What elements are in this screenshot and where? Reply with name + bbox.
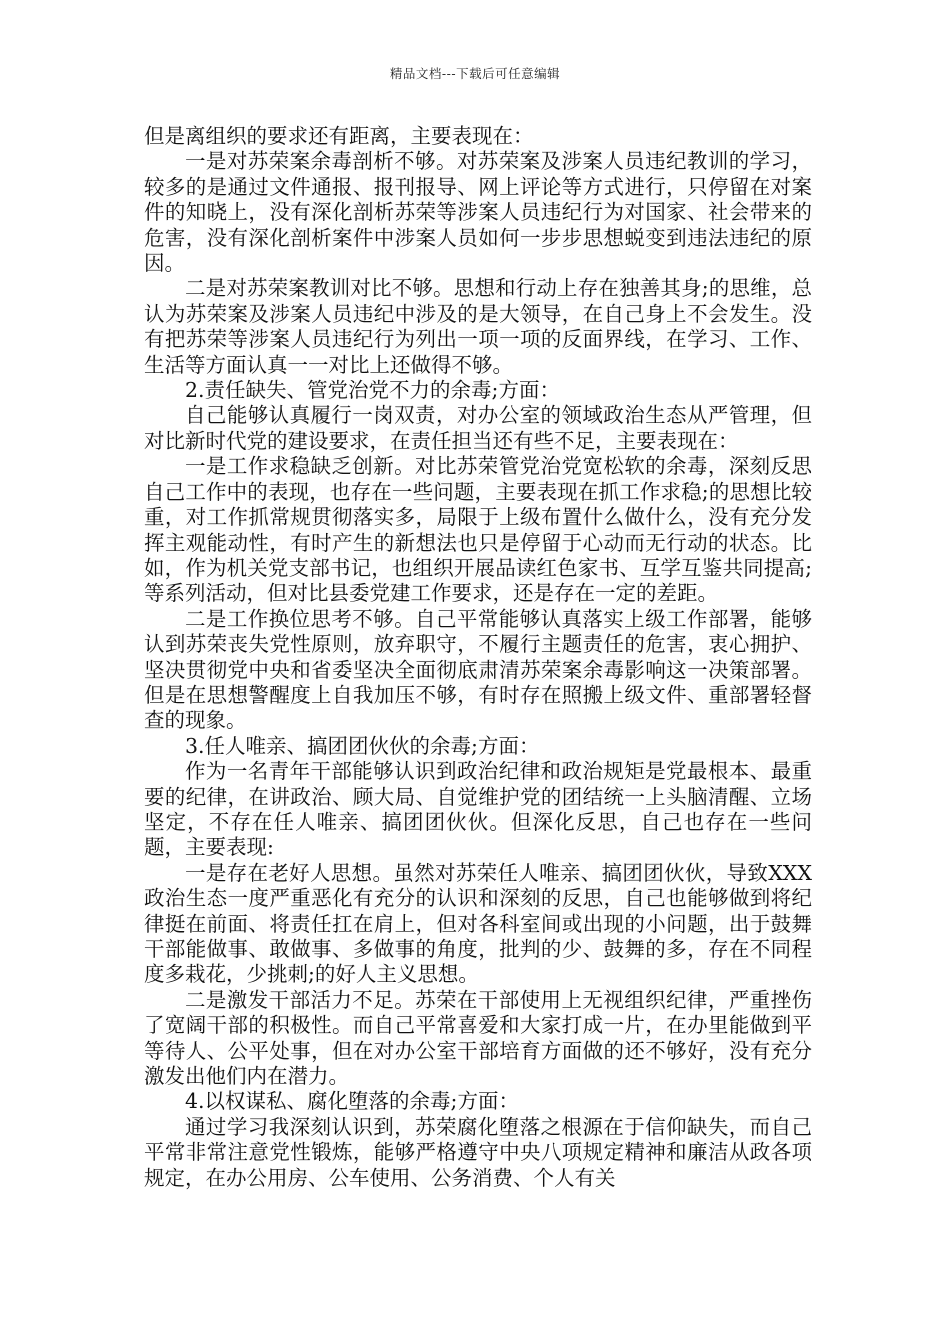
paragraph: 一是存在老好人思想。虽然对苏荣任人唯亲、搞团团伙伙，导致XXX政治生态一度严重恶化有充分的认识和深刻的反思，自己也能够做到将纪律挺在前面、将责任扛在肩上，但对各科室间或出现的小问题，出于鼓舞干部能做事、敢做事、多做事的角度，批判的少、鼓舞的多，存在不同程度多栽花，少挑刺;的好人主义思想。 xyxy=(144,860,812,987)
paragraph: 二是工作换位思考不够。自己平常能够认真落实上级工作部署，能够认到苏荣丧失党性原则，放弃职守，不履行主题责任的危害，衷心拥护、坚决贯彻党中央和省委坚决全面彻底肃清苏荣案余毒影响这一决策部署。但是在思想警醒度上自我加压不够，有时存在照搬上级文件、重部署轻督查的现象。 xyxy=(144,606,812,733)
paragraph: 作为一名青年干部能够认识到政治纪律和政治规矩是党最根本、最重要的纪律，在讲政治、顾大局、自觉维护党的团结统一上头脑清醒、立场坚定，不存在任人唯亲、搞团团伙伙。但深化反思，自己也存在一些问题，主要表现: xyxy=(144,759,812,860)
paragraph: 一是工作求稳缺乏创新。对比苏荣管党治党宽松软的余毒，深刻反思自己工作中的表现，也存在一些问题，主要表现在抓工作求稳;的思想比较重，对工作抓常规贯彻落实多，局限于上级布置什么做什么，没有充分发挥主观能动性，有时产生的新想法也只是停留于心动而无行动的状态。比如，作为机关党支部书记，也组织开展品读红色家书、互学互鉴共同提高;等系列活动，但对比县委党建工作要求，还是存在一定的差距。 xyxy=(144,454,812,606)
paragraph: 自己能够认真履行一岗双责，对办公室的领域政治生态从严管理，但对比新时代党的建设要求，在责任担当还有些不足，主要表现在： xyxy=(144,403,812,453)
paragraph: 二是激发干部活力不足。苏荣在干部使用上无视组织纪律，严重挫伤了宽阔干部的积极性。而自己平常喜爱和大家打成一片，在办里能做到平等待人、公平处事，但在对办公室干部培育方面做的还不够好，没有充分激发出他们内在潜力。 xyxy=(144,987,812,1089)
paragraph: 但是离组织的要求还有距离，主要表现在： xyxy=(144,124,534,148)
page-header: 精品文档---下载后可任意编辑 xyxy=(389,66,561,81)
document-body xyxy=(144,124,812,1191)
section-heading: 3.任人唯亲、搞团团伙伙的余毒;方面： xyxy=(185,733,540,758)
section-heading: 4.以权谋私、腐化堕落的余毒;方面： xyxy=(185,1089,519,1114)
paragraph: 二是对苏荣案教训对比不够。思想和行动上存在独善其身;的思维，总认为苏荣案及涉案人员违纪中涉及的是大领导，在自己身上不会发生。没有把苏荣等涉案人员违纪行为列出一项一项的反面界线，在学习、工作、生活等方面认真一一对比上还做得不够。 xyxy=(144,276,812,377)
section-heading: 2.责任缺失、管党治党不力的余毒;方面： xyxy=(185,378,560,403)
paragraph: 一是对苏荣案余毒剖析不够。对苏荣案及涉案人员违纪教训的学习，较多的是通过文件通报、报刊报导、网上评论等方式进行，只停留在对案件的知晓上，没有深化剖析苏荣等涉案人员违纪行为对国家、社会带来的危害，没有深化剖析案件中涉案人员如何一步步思想蜕变到违法违纪的原因。 xyxy=(144,149,812,276)
paragraph: 通过学习我深刻认识到，苏荣腐化堕落之根源在于信仰缺失，而自己平常非常注意党性锻炼，能够严格遵守中央八项规定精神和廉洁从政各项规定，在办公用房、公车使用、公务消费、个人有关 xyxy=(144,1114,812,1190)
